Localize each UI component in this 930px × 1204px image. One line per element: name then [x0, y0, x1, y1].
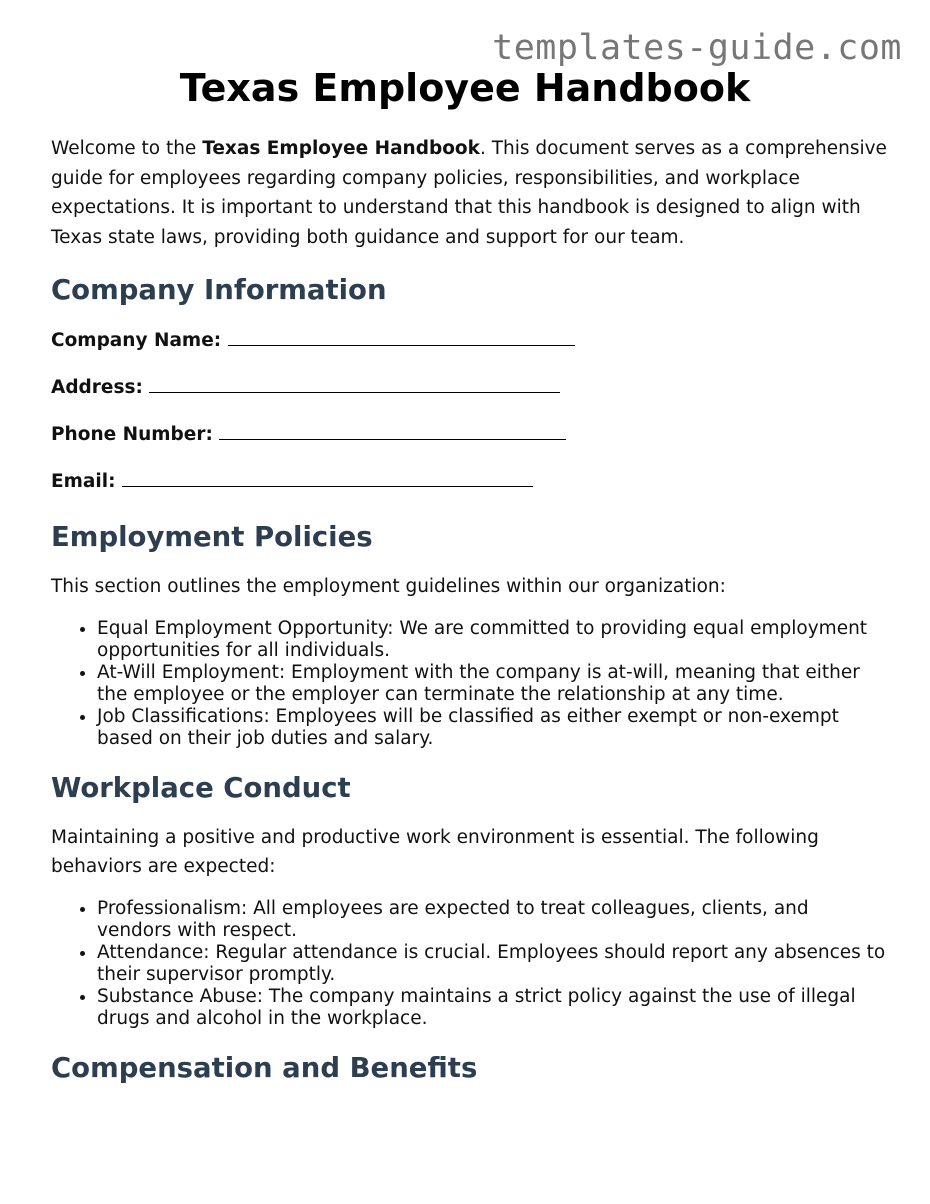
- company-name-blank[interactable]: [228, 329, 575, 346]
- list-item: • Equal Employment Opportunity: We are committed to providing equal employment opportunities for all individuals.: [97, 618, 887, 662]
- field-label-email: Email:: [51, 471, 116, 492]
- address-blank[interactable]: [149, 376, 560, 393]
- email-blank[interactable]: [122, 470, 533, 487]
- workplace-conduct-list: [51, 898, 887, 1030]
- company-info-fields: [51, 329, 887, 517]
- phone-number-blank[interactable]: [219, 423, 566, 440]
- section-heading-employment-policies: Employment Policies: [51, 521, 373, 553]
- company-name-field[interactable]: [51, 329, 887, 376]
- intro-paragraph: [51, 134, 887, 252]
- field-label-phone-number: Phone Number:: [51, 424, 213, 445]
- list-item: • Substance Abuse: The company maintains a strict policy against the use of illegal drugs and alcohol in the workplace.: [97, 986, 887, 1030]
- page-title: Texas Employee Handbook: [179, 66, 751, 110]
- employment-policies-intro: This section outlines the employment guidelines within our organization:: [51, 576, 726, 597]
- section-heading-compensation-and-benefits: Compensation and Benefits: [51, 1051, 478, 1084]
- list-item: • Job Classifications: Employees will be classified as either exempt or non-exempt based on their job duties and salary.: [97, 706, 887, 750]
- list-item: • Attendance: Regular attendance is crucial. Employees should report any absences to their supervisor promptly.: [97, 942, 887, 986]
- employment-policies-list: [51, 618, 887, 750]
- address-field[interactable]: [51, 376, 887, 423]
- list-item: • Professionalism: All employees are expected to treat colleagues, clients, and vendors with respect.: [97, 898, 887, 942]
- watermark: templates-guide.com: [492, 28, 902, 68]
- intro-text-bold: Texas Employee Handbook: [202, 138, 480, 159]
- intro-text-after: . This document serves as a comprehensive guide for employees regarding company policies, responsibilities, and workplace expectations. It is important to understand that this handbook is designed to align with Texas state laws, providing both guidance and support for our team.: [51, 138, 887, 248]
- phone-number-field[interactable]: [51, 423, 887, 470]
- list-item: • At-Will Employment: Employment with the company is at-will, meaning that either the employee or the employer can terminate the relationship at any time.: [97, 662, 887, 706]
- section-heading-workplace-conduct: Workplace Conduct: [51, 771, 351, 804]
- document-body: [51, 134, 887, 1085]
- field-label-address: Address:: [51, 377, 143, 398]
- section-heading-company-information: Company Information: [51, 274, 387, 306]
- intro-text-before: Welcome to the: [51, 138, 203, 159]
- workplace-conduct-intro: Maintaining a positive and productive work environment is essential. The following behaviors are expected:: [51, 826, 819, 877]
- email-field[interactable]: [51, 470, 887, 517]
- field-label-company-name: Company Name:: [51, 330, 222, 351]
